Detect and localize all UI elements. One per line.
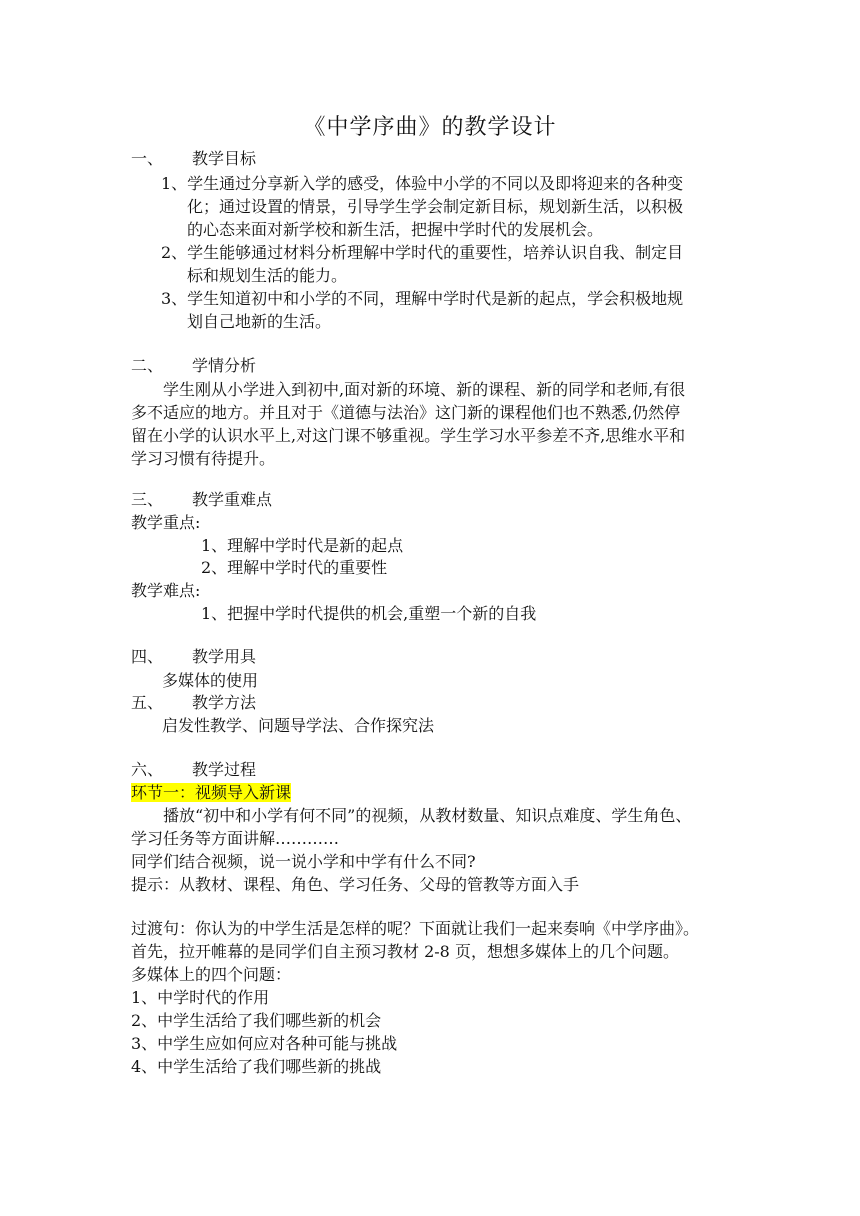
- key-point-1: 1、理解中学时代是新的起点: [201, 536, 404, 555]
- key-point-2: 2、理解中学时代的重要性: [201, 558, 388, 577]
- section-1-number: 一、: [131, 149, 164, 168]
- highlighted-step-title: 环节一：视频导入新课: [131, 783, 292, 802]
- section-5-heading: 教学方法: [192, 693, 257, 712]
- section-2-number: 二、: [131, 356, 164, 375]
- goal-3-line-1: 3、学生知道初中和小学的不同，理解中学时代是新的起点，学会积极地规: [161, 289, 684, 308]
- process-line-1: 播放“初中和小学有何不同”的视频，从教材数量、知识点难度、学生角色、: [163, 806, 692, 825]
- analysis-line-2: 多不适应的地方。并且对于《道德与法治》这门新的课程他们也不熟悉,仍然停: [131, 403, 681, 422]
- section-6-number: 六、: [131, 760, 164, 779]
- transition-line-3: 多媒体上的四个问题：: [131, 965, 292, 984]
- analysis-line-1: 学生刚从小学进入到初中,面对新的环境、新的课程、新的同学和老师,有很: [163, 380, 686, 399]
- analysis-line-4: 学习习惯有待提升。: [131, 449, 276, 468]
- goal-1-line-3: 的心态来面对新学校和新生活，把握中学时代的发展机会。: [187, 220, 604, 239]
- question-2: 2、中学生活给了我们哪些新的机会: [131, 1011, 382, 1030]
- analysis-line-3: 留在小学的认识水平上,对这门课不够重视。学生学习水平参差不齐,思维水平和: [131, 426, 686, 445]
- tools-text: 多媒体的使用: [162, 671, 259, 690]
- section-4-number: 四、: [131, 647, 164, 666]
- methods-text: 启发性教学、问题导学法、合作探究法: [162, 716, 435, 735]
- question-3: 3、中学生应如何应对各种可能与挑战: [131, 1034, 398, 1053]
- goal-2-line-2: 标和规划生活的能力。: [187, 266, 348, 285]
- difficult-points-label: 教学难点:: [131, 581, 201, 600]
- section-4-heading: 教学用具: [192, 647, 257, 666]
- section-2-heading: 学情分析: [192, 356, 257, 375]
- key-points-label: 教学重点:: [131, 513, 201, 532]
- transition-line-2: 首先，拉开帷幕的是同学们自主预习教材 2-8 页，想想多媒体上的几个问题。: [131, 942, 679, 961]
- section-6-heading: 教学过程: [192, 760, 257, 779]
- section-5-number: 五、: [131, 693, 164, 712]
- process-line-4: 提示：从教材、课程、角色、学习任务、父母的管教等方面入手: [131, 875, 580, 894]
- page-title: 《中学序曲》的教学设计: [303, 115, 557, 140]
- section-3-number: 三、: [131, 490, 164, 509]
- transition-line-1: 过渡句：你认为的中学生活是怎样的呢？下面就让我们一起来奏响《中学序曲》。: [131, 919, 700, 938]
- process-line-2: 学习任务等方面讲解…………: [131, 829, 340, 848]
- section-3-heading: 教学重难点: [192, 490, 273, 509]
- difficult-point-1: 1、把握中学时代提供的机会,重塑一个新的自我: [201, 604, 537, 623]
- question-1: 1、中学时代的作用: [131, 988, 270, 1007]
- section-1-heading: 教学目标: [192, 149, 257, 168]
- question-4: 4、中学生活给了我们哪些新的挑战: [131, 1057, 382, 1076]
- goal-2-line-1: 2、学生能够通过材料分析理解中学时代的重要性，培养认识自我、制定目: [161, 243, 684, 262]
- goal-1-line-1: 1、学生通过分享新入学的感受，体验中小学的不同以及即将迎来的各种变: [161, 174, 684, 193]
- goal-1-line-2: 化；通过设置的情景，引导学生学会制定新目标，规划新生活，以积极: [187, 197, 684, 216]
- goal-3-line-2: 划自己地新的生活。: [187, 312, 332, 331]
- process-line-3: 同学们结合视频，说一说小学和中学有什么不同?: [131, 852, 476, 871]
